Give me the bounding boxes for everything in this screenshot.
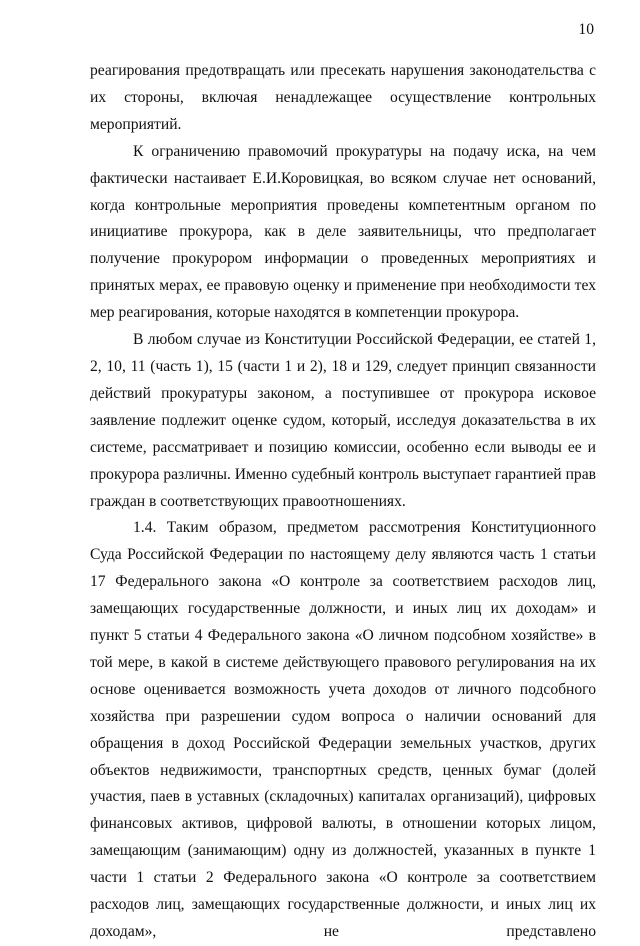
document-body: [90, 58, 596, 946]
paragraph-continuation: реагирования предотвращать или пресекать нарушения законодательства с их стороны, включая ненадлежащее осуществление контрольных мероприятий.: [90, 62, 596, 133]
page-number: 10: [578, 21, 594, 38]
paragraph-subject-of-review: 1.4. Таким образом, предметом рассмотрения Конституционного Суда Российской Федерации по настоящему делу являются часть 1 статьи 17 Федерального закона «О контроле за соответствием расходов лиц, замещающих государственные должности, и иных лиц их доходам» и пункт 5 статьи 4 Федерального закона «О личном подсобном хозяйстве» в той мере, в какой в системе действующего правового регулирования на их основе оценивается возможность учета доходов от личного подсобного хозяйства при разрешении судом вопроса о наличии оснований для обращения в доход Российской Федерации земельных участков, других объектов недвижимости, транспортных средств, ценных бумаг (долей участия, паев в уставных (складочных) капиталах организаций), цифровых финансовых активов, цифровой валюты, в отношении которых лицом, замещающим (занимающим) одну из должностей, указанных в пункте 1 части 1 статьи 2 Федерального закона «О контроле за соответствием расходов лиц, замещающих государственные должности, и иных лиц их доходам», не представлено: [90, 519, 596, 940]
paragraph-constitution-principle: В любом случае из Конституции Российской Федерации, ее статей 1, 2, 10, 11 (часть 1), 15 (части 1 и 2), 18 и 129, следует принцип связанности действий прокуратуры законом, а поступившее от прокурора исковое заявление подлежит оценке судом, который, исследуя доказательства в их системе, рассматривает и позицию комиссии, особенно если выводы ее и прокурора различны. Именно судебный контроль выступает гарантией прав граждан в соответствующих правоотношениях.: [90, 331, 596, 510]
paragraph-prosecutor-powers: К ограничению правомочий прокуратуры на подачу иска, на чем фактически настаивает Е.И.Коровицкая, во всяком случае нет оснований, когда контрольные мероприятия проведены компетентным органом по инициативе прокурора, как в деле заявительницы, что предполагает получение прокурором информации о проведенных мероприятиях и принятых мерах, ее правовую оценку и применение при необходимости тех мер реагирования, которые находятся в компетенции прокурора.: [90, 142, 596, 322]
